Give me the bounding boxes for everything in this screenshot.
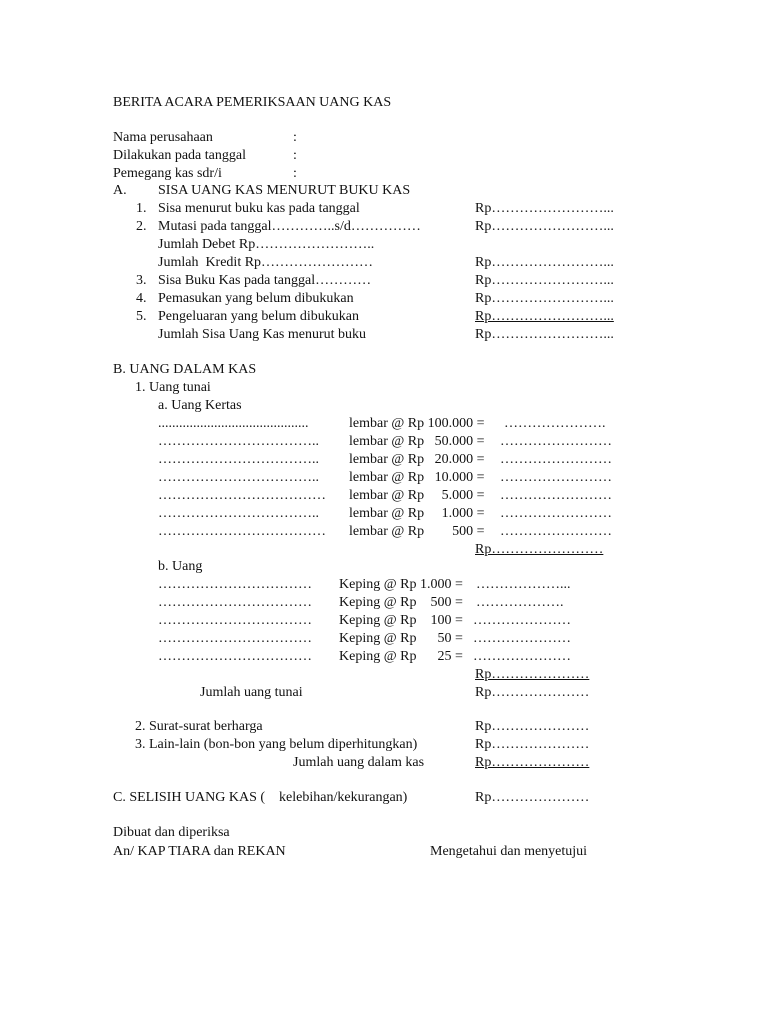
firm-name: An/ KAP TIARA dan REKAN [113, 844, 286, 859]
section-a-item-rp: Rp……………………... [475, 273, 614, 288]
securities-label: 2. Surat-surat berharga [135, 719, 263, 734]
paper-row-denomination: lembar @ Rp 50.000 = [349, 434, 485, 449]
section-a-item-text: Jumlah Kredit Rp…………………… [158, 255, 374, 270]
cash-total-label: Jumlah uang tunai [200, 685, 303, 700]
section-b-title: B. UANG DALAM KAS [113, 362, 257, 377]
paper-row-count: …………………………….. [158, 506, 319, 521]
section-a-title: SISA UANG KAS MENURUT BUKU KAS [158, 183, 411, 198]
paper-row-amount: …………………… [500, 434, 612, 449]
paper-money-label: a. Uang Kertas [158, 398, 242, 413]
paper-money-total: Rp…………………… [475, 542, 604, 557]
paper-row-amount: …………………… [500, 506, 612, 521]
paper-row-denomination: lembar @ Rp 500 = [349, 524, 485, 539]
coin-row-count: …………………………… [158, 595, 312, 610]
cash-total-rp: Rp………………… [475, 685, 590, 700]
paper-row-amount: …………………… [500, 452, 612, 467]
company-label: Nama perusahaan [113, 130, 213, 145]
section-a-item-rp: Rp……………………... [475, 309, 614, 324]
coin-row-amount: ………………… [473, 631, 571, 646]
section-a-item-rp: Rp……………………... [475, 201, 614, 216]
paper-row-count: …………………………….. [158, 470, 319, 485]
coin-row-count: …………………………… [158, 649, 312, 664]
paper-row-denomination: lembar @ Rp 100.000 = [349, 416, 485, 431]
paper-row-count: ……………………………… [158, 524, 326, 539]
coin-row-amount: ………………… [473, 649, 571, 664]
holder-colon: : [293, 166, 297, 181]
approval-label: Mengetahui dan menyetujui [430, 844, 588, 859]
section-a-item-rp: Rp……………………... [475, 255, 614, 270]
section-c-title: C. SELISIH UANG KAS ( kelebihan/kekurangan) [113, 790, 408, 805]
company-colon: : [293, 130, 297, 145]
section-a-item-text: Pemasukan yang belum dibukukan [158, 291, 354, 306]
coin-row-count: …………………………… [158, 613, 312, 628]
cash-in-hand-total-label: Jumlah uang dalam kas [293, 755, 425, 770]
section-a-item-no: 2. [136, 219, 147, 234]
coin-row-denomination: Keping @ Rp 1.000 = [339, 577, 463, 592]
coin-total: Rp………………… [475, 667, 590, 682]
paper-row-count: ……………………………… [158, 488, 326, 503]
section-a-item-text: Mutasi pada tanggal…………..s/d…………… [158, 219, 421, 234]
coin-row-count: …………………………… [158, 631, 312, 646]
section-a-item-rp: Rp……………………... [475, 219, 614, 234]
paper-row-denomination: lembar @ Rp 10.000 = [349, 470, 485, 485]
paper-row-amount: …………………… [500, 488, 612, 503]
paper-row-amount: …………………… [500, 524, 612, 539]
section-a-letter: A. [113, 183, 127, 198]
paper-row-denomination: lembar @ Rp 5.000 = [349, 488, 485, 503]
holder-label: Pemegang kas sdr/i [113, 166, 222, 181]
section-a-item-text: Jumlah Debet Rp…………………….. [158, 237, 375, 252]
paper-row-denomination: lembar @ Rp 20.000 = [349, 452, 485, 467]
date-label: Dilakukan pada tanggal [113, 148, 246, 163]
coin-row-amount: ………………... [476, 577, 571, 592]
paper-row-amount: …………………… [500, 470, 612, 485]
paper-row-count: …………………………….. [158, 452, 319, 467]
coin-row-amount: ………………. [476, 595, 564, 610]
section-a-item-text: Sisa menurut buku kas pada tanggal [158, 201, 360, 216]
section-c-rp: Rp………………… [475, 790, 590, 805]
coin-label: b. Uang [158, 559, 203, 574]
coin-row-denomination: Keping @ Rp 50 = [339, 631, 463, 646]
cash-in-hand-total-rp: Rp………………… [475, 755, 590, 770]
paper-row-denomination: lembar @ Rp 1.000 = [349, 506, 485, 521]
coin-row-denomination: Keping @ Rp 500 = [339, 595, 463, 610]
cash-label: 1. Uang tunai [135, 380, 211, 395]
date-colon: : [293, 148, 297, 163]
section-a-total-rp: Rp……………………... [475, 327, 614, 342]
others-label: 3. Lain-lain (bon-bon yang belum diperhitungkan) [135, 737, 418, 752]
coin-row-count: …………………………… [158, 577, 312, 592]
coin-row-denomination: Keping @ Rp 100 = [339, 613, 463, 628]
section-a-item-no: 5. [136, 309, 147, 324]
section-a-item-no: 3. [136, 273, 147, 288]
section-a-total-text: Jumlah Sisa Uang Kas menurut buku [158, 327, 367, 342]
paper-row-amount: …………………. [504, 416, 606, 431]
paper-row-count: ........................................... [158, 416, 309, 431]
others-rp: Rp………………… [475, 737, 590, 752]
section-a-item-no: 1. [136, 201, 147, 216]
section-a-item-rp: Rp……………………... [475, 291, 614, 306]
paper-row-count: …………………………….. [158, 434, 319, 449]
made-by-label: Dibuat dan diperiksa [113, 825, 230, 840]
document-title: BERITA ACARA PEMERIKSAAN UANG KAS [113, 95, 392, 110]
securities-rp: Rp………………… [475, 719, 590, 734]
section-a-item-text: Pengeluaran yang belum dibukukan [158, 309, 360, 324]
section-a-item-text: Sisa Buku Kas pada tanggal………… [158, 273, 372, 288]
coin-row-denomination: Keping @ Rp 25 = [339, 649, 463, 664]
coin-row-amount: ………………… [473, 613, 571, 628]
section-a-item-no: 4. [136, 291, 147, 306]
